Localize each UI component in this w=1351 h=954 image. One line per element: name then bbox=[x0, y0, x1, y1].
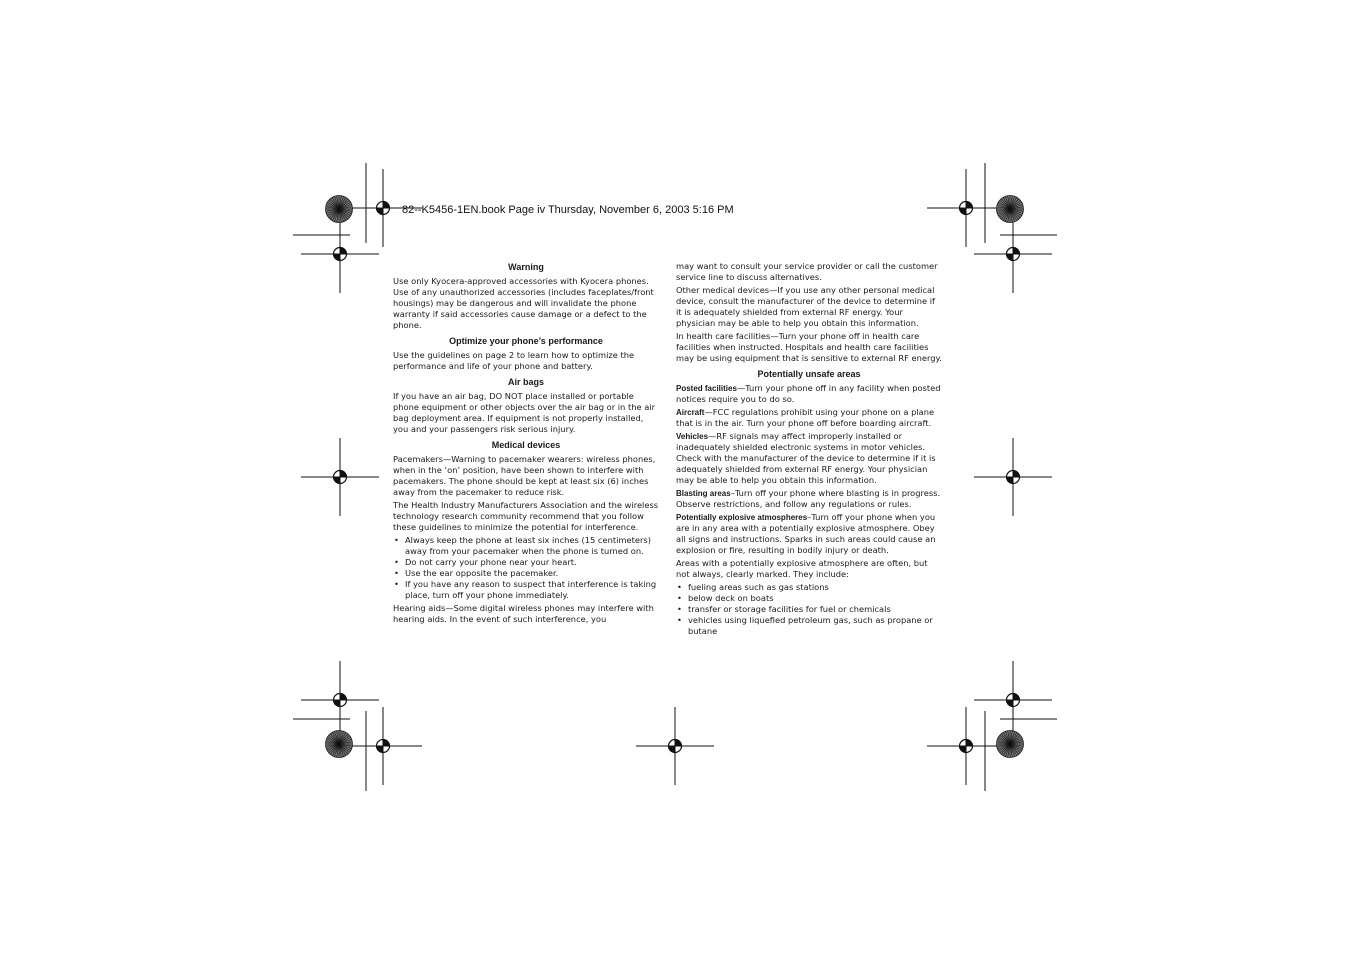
aircraft-text: —FCC regulations prohibit using your phone on a plane that is in the air. Turn your phone off before boarding aircraft. bbox=[676, 407, 935, 428]
blasting-areas-lead: Blasting areas bbox=[676, 489, 731, 498]
vehicles-lead: Vehicles bbox=[676, 432, 709, 441]
list-item: • Always keep the phone at least six inches (15 centimeters) away from your pacemaker when the phone is turned on. bbox=[393, 535, 659, 557]
registration-mark-icon bbox=[301, 438, 379, 516]
registration-mark-icon bbox=[927, 707, 1005, 785]
registration-mark-icon bbox=[344, 707, 422, 785]
starburst-target-icon bbox=[997, 731, 1024, 758]
warning-text: Use only Kyocera-approved accessories with Kyocera phones. Use of any unauthorized accessories (includes faceplates/front housings) may be dangerous and will invalidate the phone warranty if said accessories cause damage or a defect to the phone. bbox=[393, 276, 654, 330]
explosive-atmospheres-paragraph bbox=[676, 512, 942, 556]
optimize-text: Use the guidelines on page 2 to learn how to optimize the performance and life of your phone and battery. bbox=[393, 350, 635, 371]
aircraft-paragraph bbox=[676, 407, 942, 429]
posted-facilities-lead: Posted facilities bbox=[676, 384, 737, 393]
vehicles-paragraph bbox=[676, 431, 942, 486]
registration-mark-icon bbox=[636, 707, 714, 785]
hima-text: The Health Industry Manufacturers Association and the wireless technology research community recommend that you follow these guidelines to minimize the potential for interference. bbox=[393, 500, 659, 532]
registration-mark-icon bbox=[974, 438, 1052, 516]
list-item: • below deck on boats bbox=[676, 593, 942, 604]
list-item: • vehicles using liquefied petroleum gas, such as propane or butane bbox=[676, 615, 942, 637]
registration-mark-icon bbox=[974, 661, 1052, 739]
explosive-atmospheres-text: –Turn off your phone when you are in any area with a potentially explosive atmosphere. Obey all signs and instructions. Sparks in such areas could cause an explosion or fire, resulting in bodily injury or death. bbox=[676, 512, 936, 555]
starburst-target-icon bbox=[326, 731, 353, 758]
list-item: • fueling areas such as gas stations bbox=[676, 582, 942, 593]
left-column bbox=[393, 261, 659, 627]
print-slug: 82--K5456-1EN.book Page iv Thursday, November 6, 2003 5:16 PM bbox=[402, 204, 734, 216]
blasting-areas-paragraph bbox=[676, 488, 942, 510]
pacemaker-guidelines-list bbox=[393, 535, 659, 601]
posted-facilities-paragraph bbox=[676, 383, 942, 405]
heading-air-bags: Air bags bbox=[507, 377, 544, 387]
explosive-areas-intro: Areas with a potentially explosive atmosphere are often, but not always, clearly marked. They include: bbox=[676, 558, 928, 579]
health-care-facilities-text: In health care facilities—Turn your phone off in health care facilities when instructed. Hospitals and health care facilities may be using equipment that is sensitive to external RF energy. bbox=[676, 331, 942, 363]
heading-potentially-unsafe-areas: Potentially unsafe areas bbox=[757, 369, 861, 379]
registration-mark-icon bbox=[927, 169, 1005, 247]
aircraft-lead: Aircraft bbox=[676, 408, 705, 417]
registration-mark-icon bbox=[301, 215, 379, 293]
blasting-areas-text: –Turn off your phone where blasting is in progress. Observe restrictions, and follow any regulations or rules. bbox=[676, 488, 941, 509]
other-medical-devices-text: Other medical devices—If you use any other personal medical device, consult the manufacturer of the device to determine if it is adequately shielded from external RF energy. Your physician may be able to help you obtain this information. bbox=[676, 285, 935, 328]
starburst-target-icon bbox=[326, 196, 353, 223]
list-item: • Use the ear opposite the pacemaker. bbox=[393, 568, 659, 579]
air-bags-text: If you have an air bag, DO NOT place installed or portable phone equipment or other objects over the air bag or in the air bag deployment area. If equipment is not properly installed, you and your passengers risk serious injury. bbox=[393, 391, 655, 434]
pacemakers-text: Pacemakers—Warning to pacemaker wearers: wireless phones, when in the ‘on’ position, have been shown to interfere with pacemakers. The phone should be kept at least six (6) inches away from the pacemaker to reduce risk. bbox=[393, 454, 656, 497]
posted-facilities-text: —Turn your phone off in any facility when posted notices require you to do so. bbox=[676, 383, 941, 404]
registration-mark-icon bbox=[974, 215, 1052, 293]
list-item: • transfer or storage facilities for fuel or chemicals bbox=[676, 604, 942, 615]
starburst-target-icon bbox=[997, 196, 1024, 223]
list-item: • Do not carry your phone near your heart. bbox=[393, 557, 659, 568]
explosive-atmospheres-lead: Potentially explosive atmospheres bbox=[676, 513, 808, 522]
list-item: • If you have any reason to suspect that interference is taking place, turn off your phone immediately. bbox=[393, 579, 659, 601]
hearing-aids-text: Hearing aids—Some digital wireless phones may interfere with hearing aids. In the event of such interference, you bbox=[393, 603, 654, 624]
hearing-aids-continued: may want to consult your service provider or call the customer service line to discuss alternatives. bbox=[676, 261, 938, 282]
explosive-areas-list bbox=[676, 582, 942, 637]
registration-mark-icon bbox=[301, 661, 379, 739]
vehicles-text: —RF signals may affect improperly installed or inadequately shielded electronic systems in motor vehicles. Check with the manufacturer of the device to determine if it is adequately shielded from external RF energy. Your physician may be able to help you obtain this information. bbox=[676, 431, 936, 485]
heading-medical-devices: Medical devices bbox=[491, 440, 561, 450]
right-column bbox=[676, 261, 942, 639]
heading-optimize: Optimize your phone’s performance bbox=[449, 336, 603, 346]
heading-warning: Warning bbox=[508, 262, 544, 272]
